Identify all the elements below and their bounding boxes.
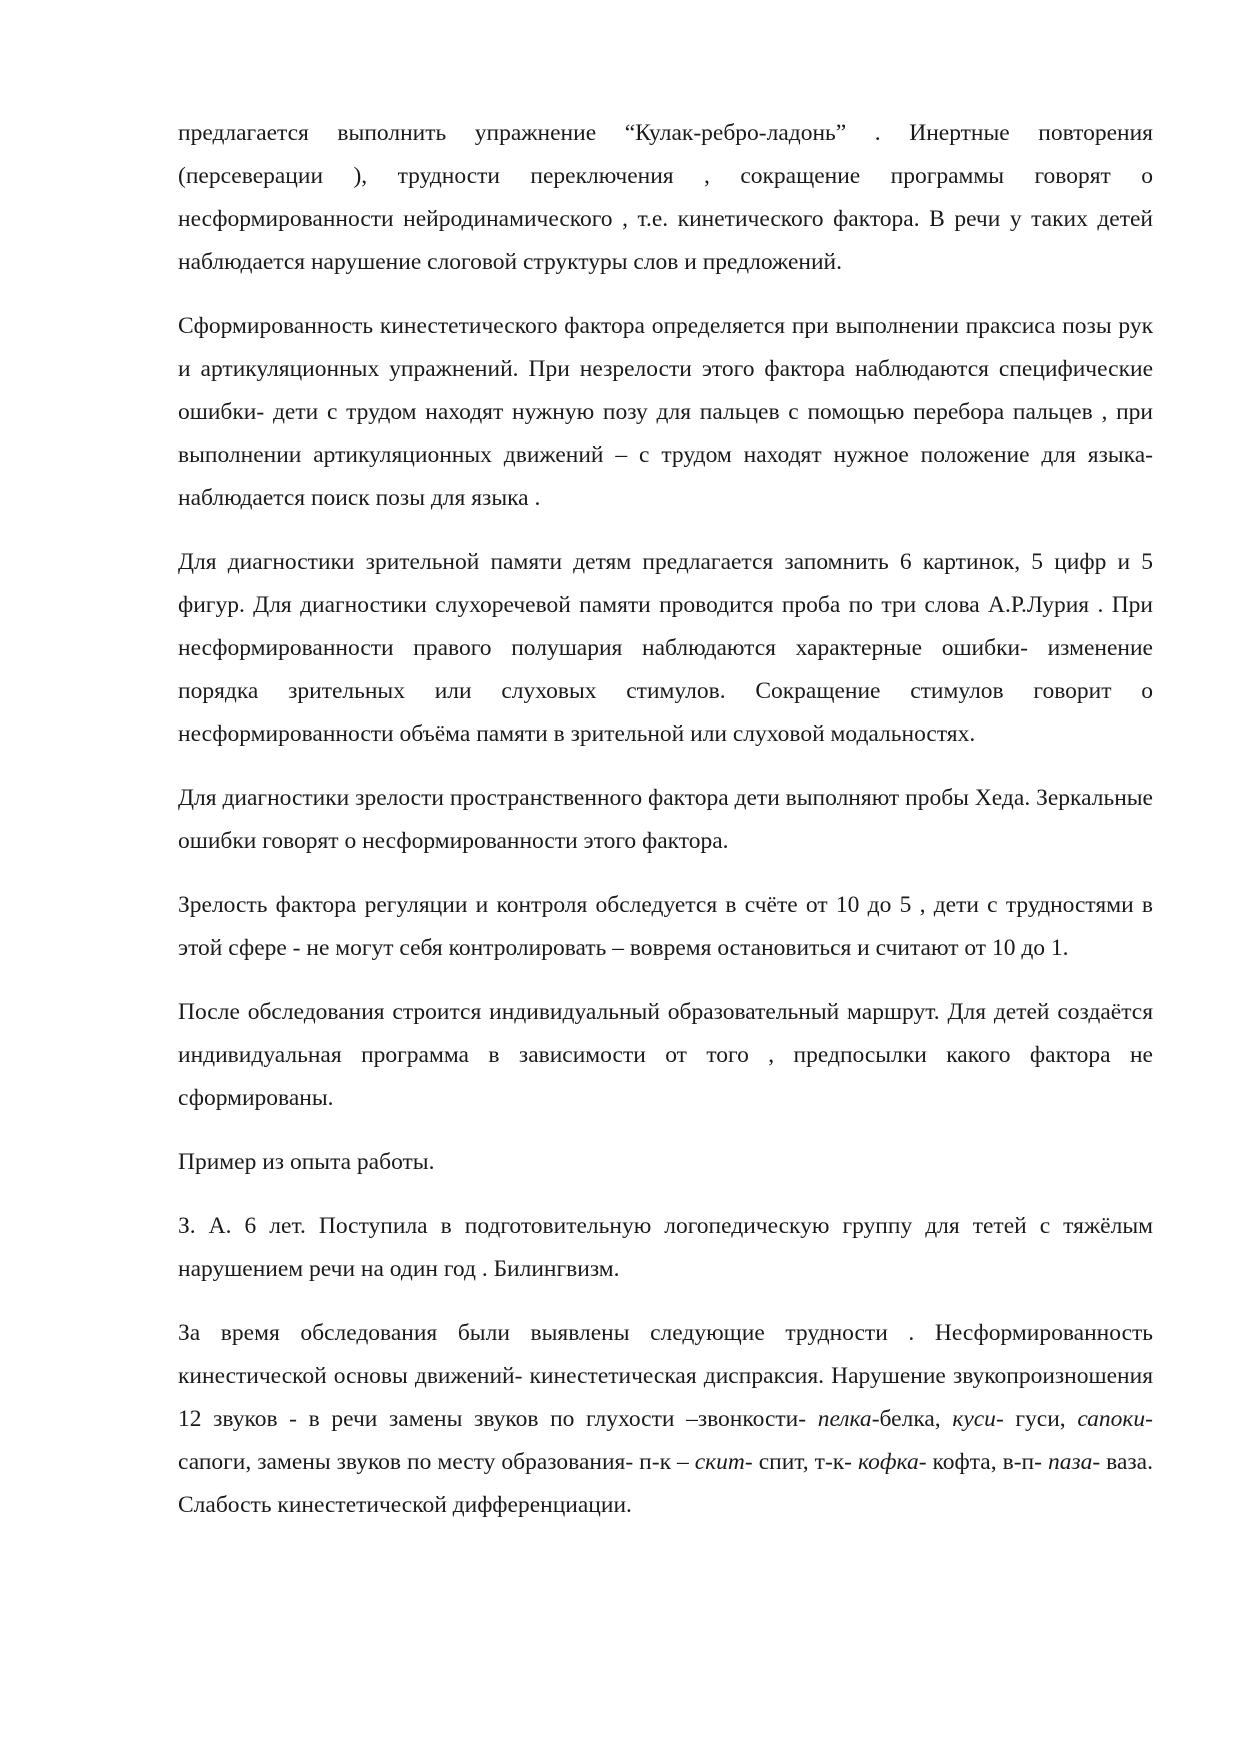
paragraph-individual-route	[178, 991, 1153, 1120]
paragraph-spatial-factor	[178, 777, 1153, 863]
italic-word: сапоки	[1077, 1406, 1146, 1432]
italic-word: скит	[694, 1449, 745, 1475]
text-run: - ваза. Слабость кинестетической дифференциации.	[178, 1449, 1153, 1518]
text-run: - сапоги, замены звуков по месту образования- п-к –	[178, 1406, 1153, 1475]
paragraph-regulation-factor	[178, 884, 1153, 970]
paragraph-kinesthetic-factor	[178, 305, 1153, 520]
text-run: З. А. 6 лет. Поступила в подготовительную логопедическую группу для тетей с тяжёлым нарушением речи на один год . Билингвизм.	[178, 1213, 1153, 1282]
italic-word: кофка	[858, 1449, 919, 1475]
paragraph-case-findings	[178, 1312, 1153, 1527]
text-run: Сформированность кинестетического фактора определяется при выполнении праксиса позы рук и артикуляционных упражнений. При незрелости этого фактора наблюдаются специфические ошибки- дети с трудом находят нужную позу для пальцев с помощью перебора пальцев , при выполнении артикуляционных движений – с трудом находят нужное положение для языка- наблюдается поиск позы для языка .	[178, 313, 1153, 511]
text-run: Для диагностики зрелости пространственного фактора дети выполняют пробы Хеда. Зеркальные ошибки говорят о несформированности этого фактора.	[178, 785, 1153, 854]
text-run: За время обследования были выявлены следующие трудности . Несформированность кинестической основы движений- кинестетическая диспраксия. Нарушение звукопроизношения 12 звуков - в речи замены звуков по глухости –звонкости-	[178, 1320, 1153, 1432]
text-run: Для диагностики зрительной памяти детям предлагается запомнить 6 картинок, 5 цифр и 5 фигур. Для диагностики слухоречевой памяти проводится проба по три слова А.Р.Лурия . При несформированности правого полушария наблюдаются характерные ошибки- изменение порядка зрительных или слуховых стимулов. Сокращение стимулов говорит о несформированности объёма памяти в зрительной или слуховой модальностях.	[178, 549, 1153, 747]
text-run: - гуси,	[995, 1406, 1078, 1432]
text-run: предлагается выполнить упражнение “Кулак-ребро-ладонь” . Инертные повторения (персеверации ), трудности переключения , сокращение программы говорят о несформированности нейродинамического , т.е. кинетического фактора. В речи у таких детей наблюдается нарушение слоговой структуры слов и предложений.	[178, 120, 1153, 275]
text-run: После обследования строится индивидуальный образовательный маршрут. Для детей создаётся индивидуальная программа в зависимости от того , предпосылки какого фактора не сформированы.	[178, 999, 1153, 1111]
text-run: - кофта, в-п-	[918, 1449, 1048, 1475]
italic-word: пелка	[817, 1406, 872, 1432]
document-body	[178, 112, 1153, 1548]
paragraph-memory-diagnostics	[178, 541, 1153, 756]
paragraph-example-heading	[178, 1141, 1153, 1184]
text-run: - спит, т-к-	[744, 1449, 859, 1475]
text-run: Зрелость фактора регуляции и контроля обследуется в счёте от 10 до 5 , дети с трудностями в этой сфере - не могут себя контролировать – вовремя остановиться и считают от 10 до 1.	[178, 892, 1153, 961]
text-run: Пример из опыта работы.	[178, 1149, 435, 1175]
paragraph-case-intro	[178, 1205, 1153, 1291]
text-run: -белка,	[871, 1406, 953, 1432]
paragraph-kinetic-factor	[178, 112, 1153, 284]
italic-word: куси	[952, 1406, 996, 1432]
italic-word: паза	[1047, 1449, 1093, 1475]
